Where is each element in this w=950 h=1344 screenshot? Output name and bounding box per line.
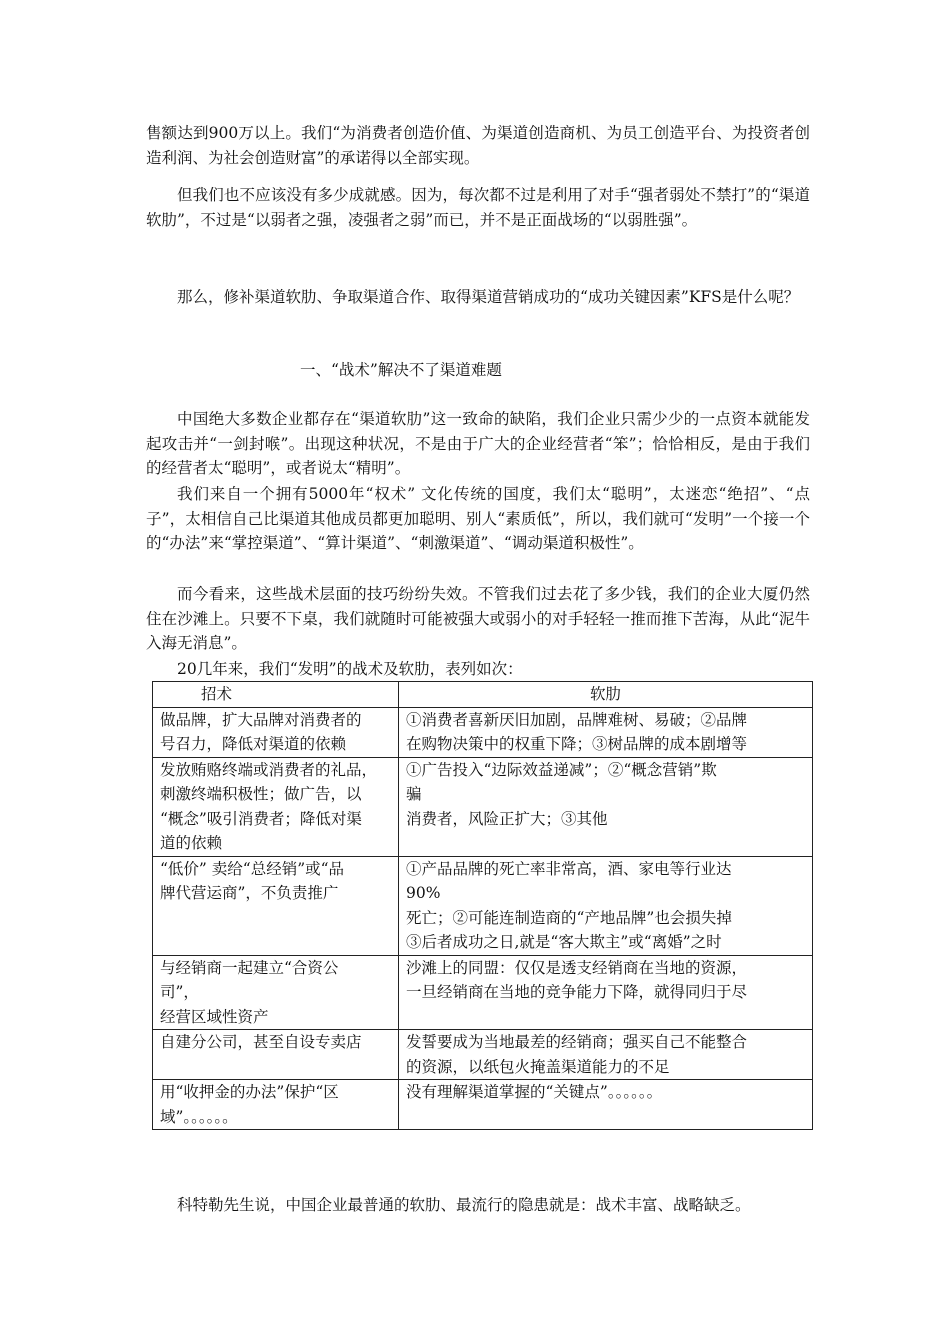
cell-line: ①产品品牌的死亡率非常高，酒、家电等行业达 (406, 859, 732, 878)
table-row (153, 1030, 813, 1080)
tactic-cell (153, 1030, 399, 1080)
cell-line: 刺激终端积极性；做广告，以 (160, 785, 362, 803)
paragraph-tactics-fail: 而今看来，这些战术层面的技巧纷纷失效。不管我们过去花了多少钱，我们的企业大厦仍然住在沙滩上。只要不下桌，我们就随时可能被强大或弱小的对手轻轻一推而推下苦海，从此“泥牛入海无消息”。 (146, 585, 810, 652)
cell-line: 道的依赖 (160, 834, 223, 852)
cell-line: 没有理解渠道掌握的“关键点”。。。。。。 (406, 1083, 663, 1101)
cell-line: 做品牌，扩大品牌对消费者的 (160, 710, 362, 729)
table-row (153, 1080, 813, 1130)
cell-line: 在购物决策中的权重下降；③树品牌的成本剧增等 (406, 735, 748, 753)
cell-line: 号召力，降低对渠道的依赖 (160, 735, 347, 753)
cell-line: 90% (406, 884, 441, 902)
header-weakness: 软肋 (399, 682, 813, 708)
section-heading: 一、“战术”解决不了渠道难题 (300, 361, 502, 379)
cell-line: 消费者，风险正扩大；③其他 (406, 809, 608, 828)
tactic-cell (153, 955, 399, 1030)
weakness-cell (399, 707, 813, 757)
cell-line: 经营区域性资产 (160, 1007, 269, 1026)
cell-line: 的资源，以纸包火掩盖渠道能力的不足 (406, 1057, 670, 1076)
paragraph-table-intro: 20几年来，我们“发明”的战术及软肋，表列如次： (177, 660, 523, 678)
cell-line: 一旦经销商在当地的竞争能力下降，就得同归于尽 (406, 983, 748, 1001)
weakness-cell (399, 1080, 813, 1130)
cell-line: ①广告投入“边际效益递减”；②“概念营销”欺 (406, 760, 717, 779)
table-row (153, 707, 813, 757)
cell-line: 死亡；②可能连制造商的“产地品牌”也会损失掉 (406, 908, 732, 927)
table-row (153, 757, 813, 856)
cell-line: “低价” 卖给“总经销”或“品 (160, 859, 345, 878)
paragraph-kfs-question: 那么，修补渠道软肋、争取渠道合作、取得渠道营销成功的“成功关键因素”KFS是什么呢？ (177, 288, 800, 306)
weakness-cell (399, 1030, 813, 1080)
header-tactic: 招术 (153, 682, 399, 708)
table-row (153, 856, 813, 955)
cell-line: 牌代营运商”，不负责推广 (160, 884, 339, 902)
cell-line: 骗 (406, 785, 422, 803)
cell-line: 发放贿赂终端或消费者的礼品， (160, 760, 378, 779)
weakness-cell (399, 757, 813, 856)
tactic-cell (153, 1080, 399, 1130)
tactic-cell (153, 757, 399, 856)
weakness-cell (399, 856, 813, 955)
cell-line: “概念”吸引消费者；降低对渠 (160, 809, 362, 828)
paragraph-channel-weakness: 中国绝大多数企业都存在“渠道软肋”这一致命的缺陷，我们企业只需少少的一点资本就能发起攻击并“一剑封喉”。出现这种状况，不是由于广大的企业经营者“笨”；恰恰相反，是由于我们的经营者太“聪明”，或者说太“精明”。 (146, 410, 810, 477)
tactics-weakness-table (152, 681, 813, 1130)
cell-line: ①消费者喜新厌旧加剧，品牌难树、易破；②品牌 (406, 710, 748, 729)
paragraph-clever-managers: 我们来自一个拥有5000年“权术” 文化传统的国度，我们太“聪明”，太迷恋“绝招”、“点子”，太相信自己比渠道其他成员都更加聪明、别人“素质低”，所以，我们就可“发明”一个接一个的“办法”来“掌控渠道”、“算计渠道”、“刺激渠道”、“调动渠道积极性”。 (146, 485, 810, 552)
cell-line: 沙滩上的同盟：仅仅是透支经销商在当地的资源， (406, 958, 748, 977)
cell-line: 自建分公司，甚至自设专卖店 (160, 1033, 362, 1051)
tactic-cell (153, 856, 399, 955)
cell-line: ③后者成功之日,就是“客大欺主”或“离婚”之时 (406, 933, 722, 951)
paragraph-sales-result: 售额达到900万以上。我们“为消费者创造价值、为渠道创造商机、为员工创造平台、为投资者创造利润、为社会创造财富”的承诺得以全部实现。 (146, 124, 810, 167)
weakness-cell (399, 955, 813, 1030)
cell-line: 域”。。。。。。 (160, 1107, 238, 1126)
cell-line: 发誓要成为当地最差的经销商；强买自己不能整合 (406, 1033, 748, 1051)
paragraph-no-achievement: 但我们也不应该没有多少成就感。因为，每次都不过是利用了对手“强者弱处不禁打”的“渠道软肋”，不过是“以弱者之强，凌强者之弱”而已，并不是正面战场的“以弱胜强”。 (146, 186, 810, 229)
table-header-row (153, 682, 813, 708)
cell-line: 司”， (160, 983, 199, 1001)
tactic-cell (153, 707, 399, 757)
cell-line: 与经销商一起建立“合资公 (160, 958, 339, 977)
paragraph-kotler-quote: 科特勒先生说，中国企业最普通的软肋、最流行的隐患就是：战术丰富、战略缺乏。 (177, 1196, 751, 1214)
cell-line: 用“收押金的办法”保护“区 (160, 1083, 339, 1101)
table-row (153, 955, 813, 1030)
